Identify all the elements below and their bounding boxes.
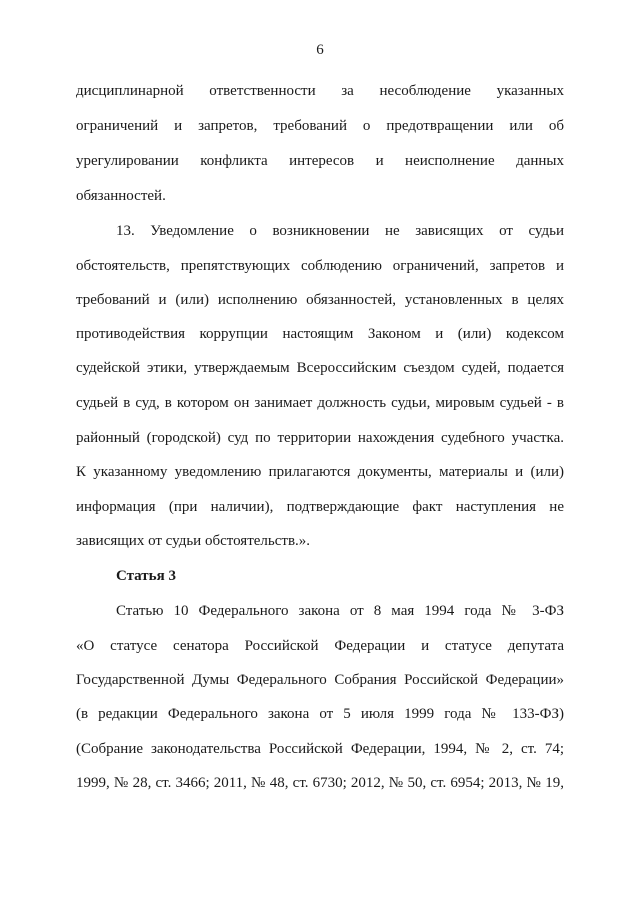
text-line: обязанностей. xyxy=(76,188,166,204)
text-line: районный (городской) суд по территории нахождения судебного участка. xyxy=(76,430,564,446)
text-line: 13. Уведомление о возникновении не зависящих от судьи xyxy=(116,223,564,239)
text-line: (в редакции Федерального закона от 5 июля 1999 года № 133-ФЗ) xyxy=(76,706,564,722)
text-line: ограничений и запретов, требований о предотвращении или об xyxy=(76,118,564,134)
text-line: судьей в суд, в котором он занимает должность судьи, мировым судьей - в xyxy=(76,395,564,411)
text-line: «О статусе сенатора Российской Федерации и статусе депутата xyxy=(76,638,564,654)
text-line: противодействия коррупции настоящим Законом и (или) кодексом xyxy=(76,326,564,342)
text-line: К указанному уведомлению прилагаются документы, материалы и (или) xyxy=(76,464,564,480)
text-line: Статью 10 Федерального закона от 8 мая 1994 года № 3-ФЗ xyxy=(116,603,564,619)
text-line: судейской этики, утверждаемым Всероссийским съездом судей, подается xyxy=(76,360,564,376)
text-line: информация (при наличии), подтверждающие факт наступления не xyxy=(76,499,564,515)
text-line: (Собрание законодательства Российской Федерации, 1994, № 2, ст. 74; xyxy=(76,741,564,757)
text-line: дисциплинарной ответственности за несоблюдение указанных xyxy=(76,83,564,99)
page-number: 6 xyxy=(316,42,324,58)
text-line: зависящих от судьи обстоятельств.». xyxy=(76,533,311,549)
text-line: урегулировании конфликта интересов и неисполнение данных xyxy=(76,153,564,169)
text-line: обстоятельств, препятствующих соблюдению ограничений, запретов и xyxy=(76,258,564,274)
text-line: Государственной Думы Федерального Собрания Российской Федерации» xyxy=(76,672,564,688)
text-line: требований и (или) исполнению обязанностей, установленных в целях xyxy=(76,292,564,308)
text-line: 1999, № 28, ст. 3466; 2011, № 48, ст. 6730; 2012, № 50, ст. 6954; 2013, № 19, xyxy=(76,775,564,791)
article-heading: Статья 3 xyxy=(116,568,176,584)
